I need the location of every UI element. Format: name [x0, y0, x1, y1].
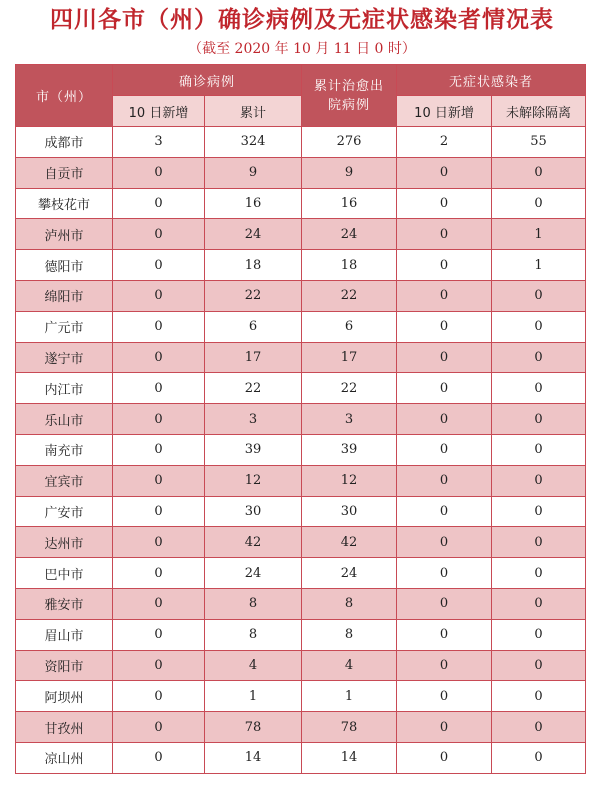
asym-new-cell: 0	[397, 250, 492, 281]
table-row	[16, 127, 586, 158]
confirmed-new-cell: 0	[113, 157, 205, 188]
city-cell: 广元市	[16, 311, 113, 342]
confirmed-new-cell: 0	[113, 434, 205, 465]
asym-isolated-cell: 0	[492, 588, 586, 619]
confirmed-total-cell: 24	[205, 219, 302, 250]
confirmed-total-cell: 3	[205, 404, 302, 435]
asym-new-cell: 0	[397, 527, 492, 558]
city-cell: 甘孜州	[16, 712, 113, 743]
city-cell: 成都市	[16, 127, 113, 158]
city-cell: 雅安市	[16, 588, 113, 619]
city-cell: 眉山市	[16, 619, 113, 650]
recovered-cell: 18	[302, 250, 397, 281]
table-row	[16, 373, 586, 404]
table-row	[16, 681, 586, 712]
confirmed-new-cell: 0	[113, 496, 205, 527]
confirmed-new-cell: 0	[113, 588, 205, 619]
city-cell: 遂宁市	[16, 342, 113, 373]
city-cell: 绵阳市	[16, 280, 113, 311]
confirmed-total-cell: 16	[205, 188, 302, 219]
confirmed-new-cell: 0	[113, 681, 205, 712]
recovered-cell: 22	[302, 280, 397, 311]
city-cell: 自贡市	[16, 157, 113, 188]
asym-new-cell: 0	[397, 157, 492, 188]
asym-isolated-cell: 0	[492, 280, 586, 311]
asym-isolated-cell: 0	[492, 311, 586, 342]
asym-new-cell: 0	[397, 496, 492, 527]
confirmed-new-cell: 0	[113, 280, 205, 311]
confirmed-new-cell: 0	[113, 219, 205, 250]
asym-new-cell: 0	[397, 465, 492, 496]
confirmed-total-cell: 9	[205, 157, 302, 188]
asym-isolated-cell: 0	[492, 650, 586, 681]
asym-isolated-cell: 0	[492, 404, 586, 435]
confirmed-total-cell: 24	[205, 558, 302, 589]
table-row	[16, 527, 586, 558]
table-row	[16, 434, 586, 465]
table-body	[16, 127, 586, 774]
asym-isolated-cell: 0	[492, 496, 586, 527]
asym-isolated-cell: 55	[492, 127, 586, 158]
asym-new-cell: 0	[397, 712, 492, 743]
recovered-cell: 24	[302, 558, 397, 589]
confirmed-total-cell: 22	[205, 373, 302, 404]
asym-new-cell: 0	[397, 188, 492, 219]
table-row	[16, 280, 586, 311]
table-row	[16, 650, 586, 681]
table-row	[16, 588, 586, 619]
table-row	[16, 404, 586, 435]
asym-new-cell: 0	[397, 280, 492, 311]
header-city: 市（州）	[16, 65, 113, 127]
confirmed-new-cell: 0	[113, 250, 205, 281]
asym-isolated-cell: 1	[492, 250, 586, 281]
confirmed-new-cell: 0	[113, 342, 205, 373]
recovered-cell: 8	[302, 588, 397, 619]
asym-isolated-cell: 0	[492, 681, 586, 712]
asym-isolated-cell: 0	[492, 188, 586, 219]
asym-new-cell: 0	[397, 588, 492, 619]
table-row	[16, 157, 586, 188]
header-confirmed-total: 累计	[205, 96, 302, 127]
confirmed-new-cell: 0	[113, 373, 205, 404]
confirmed-total-cell: 1	[205, 681, 302, 712]
asym-isolated-cell: 0	[492, 157, 586, 188]
confirmed-total-cell: 324	[205, 127, 302, 158]
table-row	[16, 465, 586, 496]
recovered-cell: 16	[302, 188, 397, 219]
asym-isolated-cell: 1	[492, 219, 586, 250]
city-cell: 阿坝州	[16, 681, 113, 712]
city-cell: 广安市	[16, 496, 113, 527]
table-row	[16, 250, 586, 281]
confirmed-new-cell: 0	[113, 527, 205, 558]
table-row	[16, 558, 586, 589]
cases-table	[15, 64, 586, 774]
table-row	[16, 742, 586, 773]
table-row	[16, 496, 586, 527]
asym-new-cell: 0	[397, 373, 492, 404]
table-row	[16, 619, 586, 650]
confirmed-total-cell: 22	[205, 280, 302, 311]
asym-new-cell: 2	[397, 127, 492, 158]
recovered-cell: 39	[302, 434, 397, 465]
confirmed-new-cell: 0	[113, 188, 205, 219]
asym-new-cell: 0	[397, 219, 492, 250]
table-row	[16, 712, 586, 743]
confirmed-new-cell: 0	[113, 742, 205, 773]
asym-isolated-cell: 0	[492, 619, 586, 650]
header-recovered-line2: 院病例	[328, 97, 371, 113]
table-row	[16, 188, 586, 219]
page-title: 四川各市（州）确诊病例及无症状感染者情况表	[50, 7, 554, 33]
asym-new-cell: 0	[397, 311, 492, 342]
asym-new-cell: 0	[397, 558, 492, 589]
confirmed-total-cell: 42	[205, 527, 302, 558]
header-asym-new: 10 日新增	[397, 96, 492, 127]
page-subtitle: （截至 2020 年 10 月 11 日 0 时）	[188, 41, 416, 57]
confirmed-total-cell: 8	[205, 588, 302, 619]
recovered-cell: 12	[302, 465, 397, 496]
city-cell: 达州市	[16, 527, 113, 558]
asym-isolated-cell: 0	[492, 527, 586, 558]
confirmed-new-cell: 0	[113, 311, 205, 342]
asym-new-cell: 0	[397, 619, 492, 650]
asym-new-cell: 0	[397, 681, 492, 712]
header-asym-isolated: 未解除隔离	[492, 96, 586, 127]
city-cell: 泸州市	[16, 219, 113, 250]
asym-isolated-cell: 0	[492, 712, 586, 743]
confirmed-total-cell: 14	[205, 742, 302, 773]
header-recovered-line1: 累计治愈出	[314, 78, 385, 94]
recovered-cell: 42	[302, 527, 397, 558]
asym-new-cell: 0	[397, 434, 492, 465]
table-row	[16, 311, 586, 342]
asym-isolated-cell: 0	[492, 342, 586, 373]
confirmed-total-cell: 39	[205, 434, 302, 465]
confirmed-total-cell: 12	[205, 465, 302, 496]
confirmed-new-cell: 0	[113, 465, 205, 496]
recovered-cell: 3	[302, 404, 397, 435]
city-cell: 乐山市	[16, 404, 113, 435]
confirmed-total-cell: 8	[205, 619, 302, 650]
city-cell: 凉山州	[16, 742, 113, 773]
confirmed-total-cell: 6	[205, 311, 302, 342]
recovered-cell: 14	[302, 742, 397, 773]
asym-new-cell: 0	[397, 342, 492, 373]
header-confirmed-new: 10 日新增	[113, 96, 205, 127]
asym-isolated-cell: 0	[492, 465, 586, 496]
confirmed-new-cell: 0	[113, 650, 205, 681]
city-cell: 巴中市	[16, 558, 113, 589]
confirmed-total-cell: 78	[205, 712, 302, 743]
asym-isolated-cell: 0	[492, 434, 586, 465]
asym-new-cell: 0	[397, 742, 492, 773]
header-confirmed: 确诊病例	[113, 65, 302, 96]
table-row	[16, 342, 586, 373]
confirmed-total-cell: 30	[205, 496, 302, 527]
recovered-cell: 8	[302, 619, 397, 650]
header-recovered	[302, 65, 397, 127]
asym-new-cell: 0	[397, 404, 492, 435]
asym-new-cell: 0	[397, 650, 492, 681]
header-asymptomatic: 无症状感染者	[397, 65, 586, 96]
recovered-cell: 17	[302, 342, 397, 373]
confirmed-total-cell: 17	[205, 342, 302, 373]
city-cell: 内江市	[16, 373, 113, 404]
asym-isolated-cell: 0	[492, 373, 586, 404]
confirmed-total-cell: 18	[205, 250, 302, 281]
table-row	[16, 219, 586, 250]
recovered-cell: 6	[302, 311, 397, 342]
city-cell: 南充市	[16, 434, 113, 465]
asym-isolated-cell: 0	[492, 742, 586, 773]
recovered-cell: 1	[302, 681, 397, 712]
confirmed-total-cell: 4	[205, 650, 302, 681]
recovered-cell: 4	[302, 650, 397, 681]
confirmed-new-cell: 0	[113, 558, 205, 589]
recovered-cell: 30	[302, 496, 397, 527]
city-cell: 资阳市	[16, 650, 113, 681]
city-cell: 攀枝花市	[16, 188, 113, 219]
table-header	[16, 65, 586, 127]
recovered-cell: 22	[302, 373, 397, 404]
city-cell: 德阳市	[16, 250, 113, 281]
recovered-cell: 276	[302, 127, 397, 158]
recovered-cell: 78	[302, 712, 397, 743]
city-cell: 宜宾市	[16, 465, 113, 496]
recovered-cell: 24	[302, 219, 397, 250]
confirmed-new-cell: 0	[113, 404, 205, 435]
confirmed-new-cell: 0	[113, 712, 205, 743]
confirmed-new-cell: 0	[113, 619, 205, 650]
asym-isolated-cell: 0	[492, 558, 586, 589]
recovered-cell: 9	[302, 157, 397, 188]
confirmed-new-cell: 3	[113, 127, 205, 158]
